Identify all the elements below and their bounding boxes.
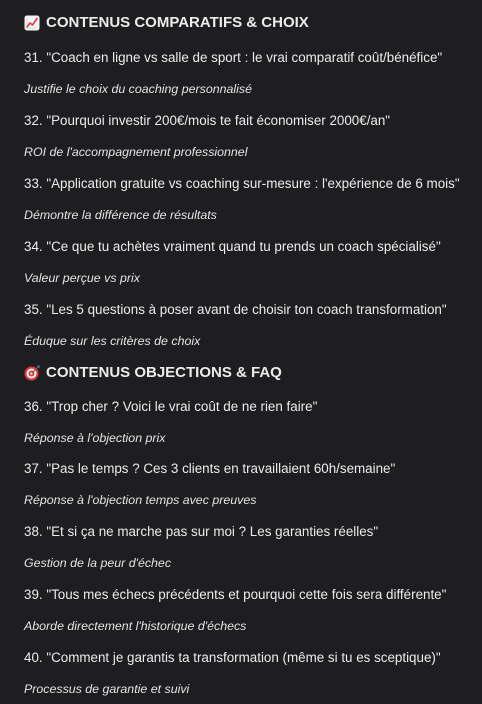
item-note: Éduque sur les critères de choix: [24, 334, 201, 348]
item-note: Réponse à l'objection prix: [24, 431, 166, 445]
item-note: Démontre la différence de résultats: [24, 208, 217, 222]
item-title: 37. "Pas le temps ? Ces 3 clients en travaillaient 60h/semaine": [24, 461, 396, 476]
item-title: 40. "Comment je garantis ta transformation (même si tu es sceptique)": [24, 650, 441, 665]
direct-hit-target-icon: [24, 365, 40, 381]
item-title: 34. "Ce que tu achètes vraiment quand tu prends un coach spécialisé": [24, 239, 441, 254]
item-title: 38. "Et si ça ne marche pas sur moi ? Les garanties réelles": [24, 524, 379, 539]
item-note: Valeur perçue vs prix: [24, 271, 140, 285]
item-title: 39. "Tous mes échecs précédents et pourquoi cette fois sera différente": [24, 587, 447, 602]
item-note: Processus de garantie et suivi: [24, 682, 190, 696]
section-title: CONTENUS COMPARATIFS & CHOIX: [46, 14, 309, 31]
item-note: Gestion de la peur d'échec: [24, 556, 172, 570]
section-header-objections: [24, 364, 282, 381]
item-title: 36. "Trop cher ? Voici le vrai coût de ne rien faire": [24, 399, 318, 414]
item-title: 33. "Application gratuite vs coaching sur-mesure : l'expérience de 6 mois": [24, 176, 460, 191]
item-note: ROI de l'accompagnement professionnel: [24, 145, 248, 159]
item-note: Aborde directement l'historique d'échecs: [24, 619, 247, 633]
section-header-comparatifs: [24, 14, 309, 31]
section-title: CONTENUS OBJECTIONS & FAQ: [46, 364, 282, 381]
chart-increasing-icon: [24, 15, 40, 31]
item-title: 35. "Les 5 questions à poser avant de choisir ton coach transformation": [24, 302, 447, 317]
item-note: Justifie le choix du coaching personnalisé: [24, 82, 252, 96]
item-title: 32. "Pourquoi investir 200€/mois te fait économiser 2000€/an": [24, 113, 391, 128]
item-note: Réponse à l'objection temps avec preuves: [24, 493, 257, 507]
item-title: 31. "Coach en ligne vs salle de sport : le vrai comparatif coût/bénéfice": [24, 50, 443, 65]
